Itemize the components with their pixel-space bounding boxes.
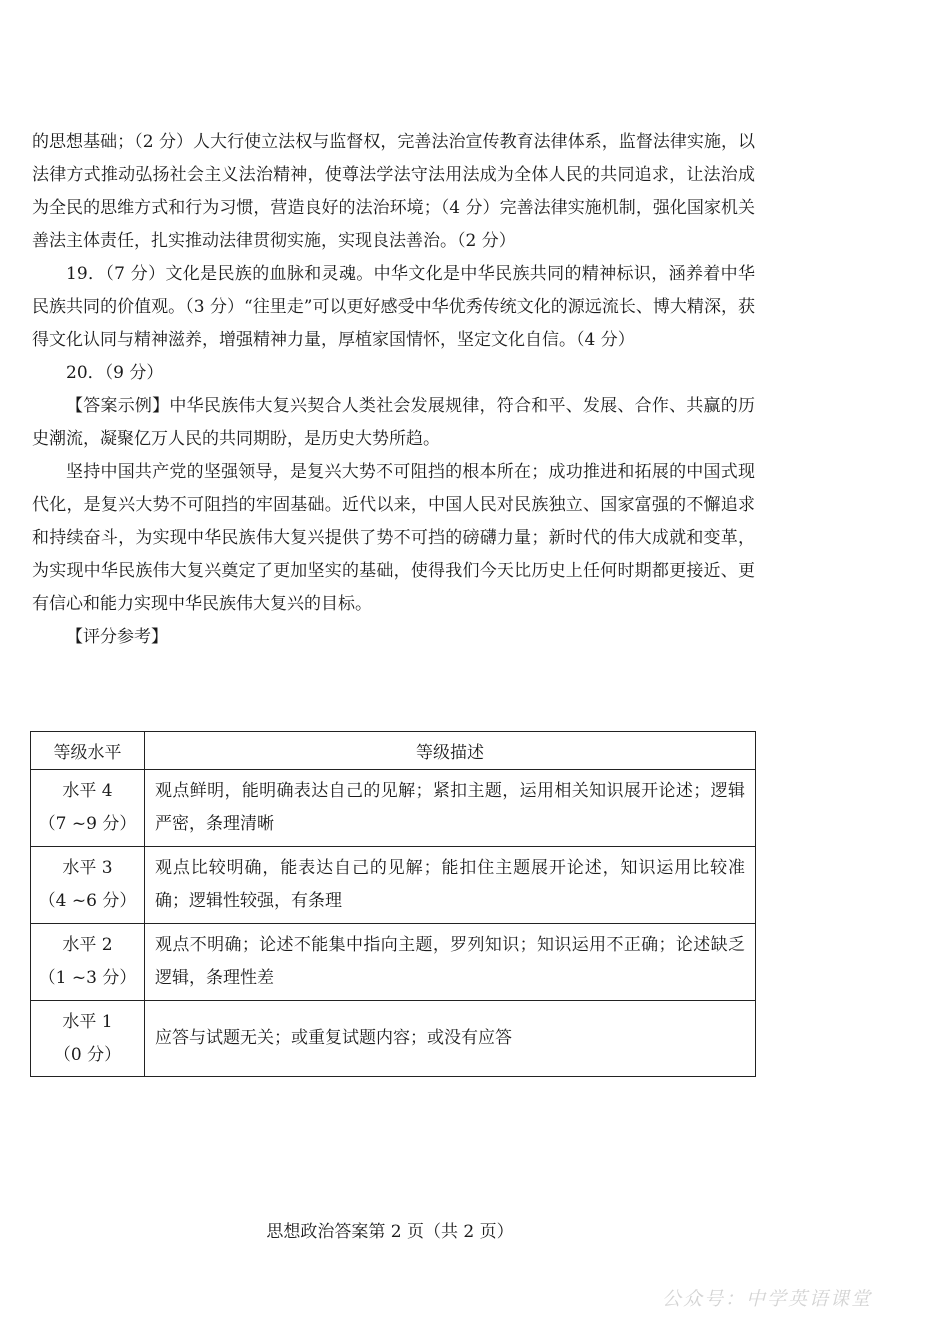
table-row <box>31 924 756 1001</box>
level-description: 观点鲜明，能明确表达自己的见解；紧扣主题，运用相关知识展开论述；逻辑严密，条理清晰 <box>145 770 756 847</box>
paragraph-q19: 19．（7 分）文化是民族的血脉和灵魂。中华文化是中华民族共同的精神标识，涵养着中华民族共同的价值观。（3 分）“往里走”可以更好感受中华优秀传统文化的源远流长、博大精深，获得文化认同与精神滋养，增强精神力量，厚植家国情怀，坚定文化自信。（4 分） <box>32 264 755 350</box>
level-cell <box>31 1001 145 1077</box>
grading-table-header-row <box>31 732 756 770</box>
level-range: （7 ~9 分） <box>38 814 137 834</box>
paragraph-q20-example: 【答案示例】中华民族伟大复兴契合人类社会发展规律，符合和平、发展、合作、共赢的历史潮流，凝聚亿万人民的共同期盼，是历史大势所趋。 <box>32 396 755 449</box>
table-row <box>31 847 756 924</box>
level-cell <box>31 924 145 1001</box>
header-level: 等级水平 <box>31 732 145 770</box>
table-row <box>31 1001 756 1077</box>
level-name: 水平 2 <box>62 935 113 955</box>
table-row <box>31 770 756 847</box>
level-description: 观点比较明确，能表达自己的见解；能扣住主题展开论述，知识运用比较准确；逻辑性较强，有条理 <box>145 847 756 924</box>
level-name: 水平 4 <box>62 781 113 801</box>
level-range: （0 分） <box>53 1044 122 1065</box>
q20-header: 20．（9 分） <box>66 363 164 383</box>
level-description: 应答与试题无关；或重复试题内容；或没有应答 <box>145 1001 756 1077</box>
level-range: （1 ~3 分） <box>38 968 137 988</box>
answer-text-block <box>32 126 755 654</box>
level-cell <box>31 770 145 847</box>
header-description: 等级描述 <box>145 732 756 770</box>
paragraph-q20-body: 坚持中国共产党的坚强领导，是复兴大势不可阻挡的根本所在；成功推进和拓展的中国式现代化，是复兴大势不可阻挡的牢固基础。近代以来，中国人民对民族独立、国家富强的不懈追求和持续奋斗，为实现中华民族伟大复兴提供了势不可挡的磅礴力量；新时代的伟大成就和变革，为实现中华民族伟大复兴奠定了更加坚实的基础，使得我们今天比历史上任何时期都更接近、更有信心和能力实现中华民族伟大复兴的目标。 <box>32 462 755 614</box>
paragraph-q18-continued: 的思想基础；（2 分）人大行使立法权与监督权，完善法治宣传教育法律体系，监督法律实施，以法律方式推动弘扬社会主义法治精神，使尊法学法守法用法成为全体人民的共同追求，让法治成为全民的思维方式和行为习惯，营造良好的法治环境；（4 分）完善法律实施机制，强化国家机关善法主体责任，扎实推动法律贯彻实施，实现良法善治。（2 分） <box>32 132 755 251</box>
level-description: 观点不明确；论述不能集中指向主题，罗列知识；知识运用不正确；论述缺乏逻辑，条理性差 <box>145 924 756 1001</box>
level-cell <box>31 847 145 924</box>
level-range: （4 ~6 分） <box>38 891 137 911</box>
page-footer: 思想政治答案第 2 页（共 2 页） <box>266 1222 514 1242</box>
watermark: 公众号：中学英语课堂 <box>661 1288 872 1310</box>
level-name: 水平 3 <box>62 858 113 878</box>
level-name: 水平 1 <box>62 1011 113 1032</box>
grading-reference-label: 【评分参考】 <box>66 627 168 647</box>
grading-table <box>30 731 756 1077</box>
